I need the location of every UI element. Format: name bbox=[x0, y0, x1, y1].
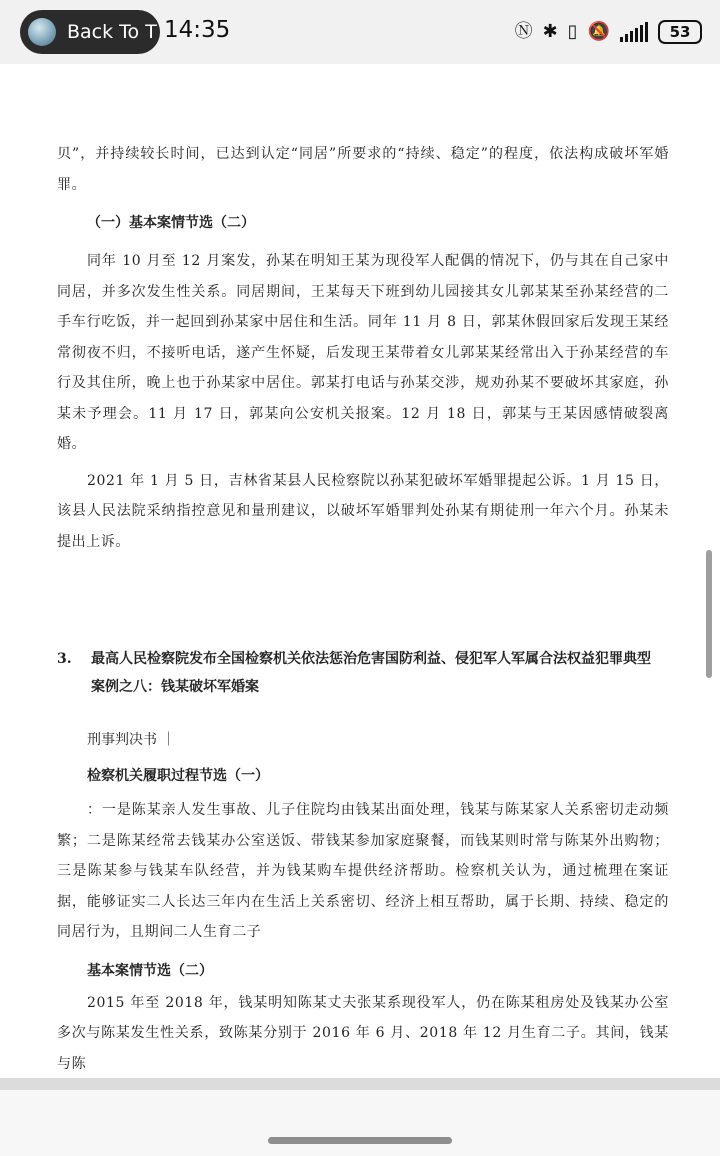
case-title: 最高人民检察院发布全国检察机关依法惩治危害国防利益、侵犯军人军属合法权益犯罪典型案例之八：钱某破坏军婚案 bbox=[91, 651, 651, 695]
section-heading-procuratorate: 检察机关履职过程节选（一） bbox=[87, 768, 269, 784]
document-content bbox=[57, 139, 669, 1079]
status-bar bbox=[0, 0, 720, 64]
app-avatar-icon bbox=[28, 18, 56, 46]
paragraph-continued: 贝”，并持续较长时间，已达到认定“同居”所要求的“持续、稳定”的程度，依法构成破坏军婚罪。 bbox=[57, 146, 669, 193]
paragraph-case-facts: 同年 10 月至 12 月案发，孙某在明知王某为现役军人配偶的情况下，仍与其在自己家中同居，并多次发生性关系。同居期间，王某每天下班到幼儿园接其女儿郭某某至孙某经营的二手车行吃饭，并一起回到孙某家中居住和生活。同年 11 月 8 日，郭某休假回家后发现王某经常彻夜不归，不接听电话，遂产生怀疑，后发现王某带着女儿郭某某经常出入于孙某经营的车行及其住所，晚上也于孙某家中居住。郭某打电话与孙某交涉，规劝孙某不要破坏其家庭，孙某未予理会。11 月 17 日，郭某向公安机关报案。12 月 18 日，郭某与王某因感情破裂离婚。 bbox=[57, 253, 669, 452]
back-to-app-button[interactable] bbox=[20, 10, 160, 54]
status-time: 14:35 bbox=[164, 17, 231, 43]
back-to-label: Back To T bbox=[67, 21, 157, 43]
vertical-scrollbar[interactable] bbox=[706, 550, 712, 678]
signal-strength-icon bbox=[620, 22, 648, 42]
paragraph-procuratorate-findings: ：一是陈某亲人发生事故、儿子住院均由钱某出面处理，钱某与陈某家人关系密切走动频繁；二是陈某经常去钱某办公室送饭、带钱某参加家庭聚餐，而钱某则时常与陈某外出购物；三是陈某参与钱某车队经营，并为钱某购车提供经济帮助。检察机关认为，通过梳理在案证据，能够证实二人长达三年内在生活上关系密切、经济上相互帮助，属于长期、持续、稳定的同居行为，且期间二人生育二子 bbox=[57, 802, 669, 940]
page-separator bbox=[0, 1078, 720, 1090]
case-number: 3. bbox=[57, 651, 72, 667]
paragraph-prosecution: 2021 年 1 月 5 日，吉林省某县人民检察院以孙某犯破坏军婚罪提起公诉。1 月 15 日，该县人民法院采纳指控意见和量刑建议，以破坏军婚罪判处孙某有期徒刑一年六个月。孙某未提出上诉。 bbox=[57, 472, 669, 550]
section-heading-basic-case-2: 基本案情节选（二） bbox=[87, 962, 213, 979]
bell-off-icon: 🔕 bbox=[587, 21, 610, 42]
nfc-icon: Ⓝ bbox=[514, 21, 533, 42]
status-icons bbox=[515, 19, 702, 45]
battery-icon: 53 bbox=[658, 20, 702, 44]
bottom-area bbox=[0, 1090, 720, 1156]
judgment-label: 刑事判决书 ｜ bbox=[87, 732, 176, 748]
paragraph-case-facts-2: 2015 年至 2018 年，钱某明知陈某丈夫张某系现役军人，仍在陈某租房处及钱某办公室多次与陈某发生性关系，致陈某分别于 2016 年 6 月、2018 年 12 月生育二子。其间，钱某与陈 bbox=[57, 994, 669, 1072]
document-page bbox=[0, 64, 720, 1078]
section-heading-basic-case: （一）基本案情节选（二） bbox=[87, 215, 255, 231]
vibrate-icon: ▯ bbox=[567, 21, 578, 42]
bluetooth-icon: ✱ bbox=[542, 21, 558, 42]
home-indicator[interactable] bbox=[268, 1137, 452, 1144]
case-heading bbox=[57, 645, 669, 701]
